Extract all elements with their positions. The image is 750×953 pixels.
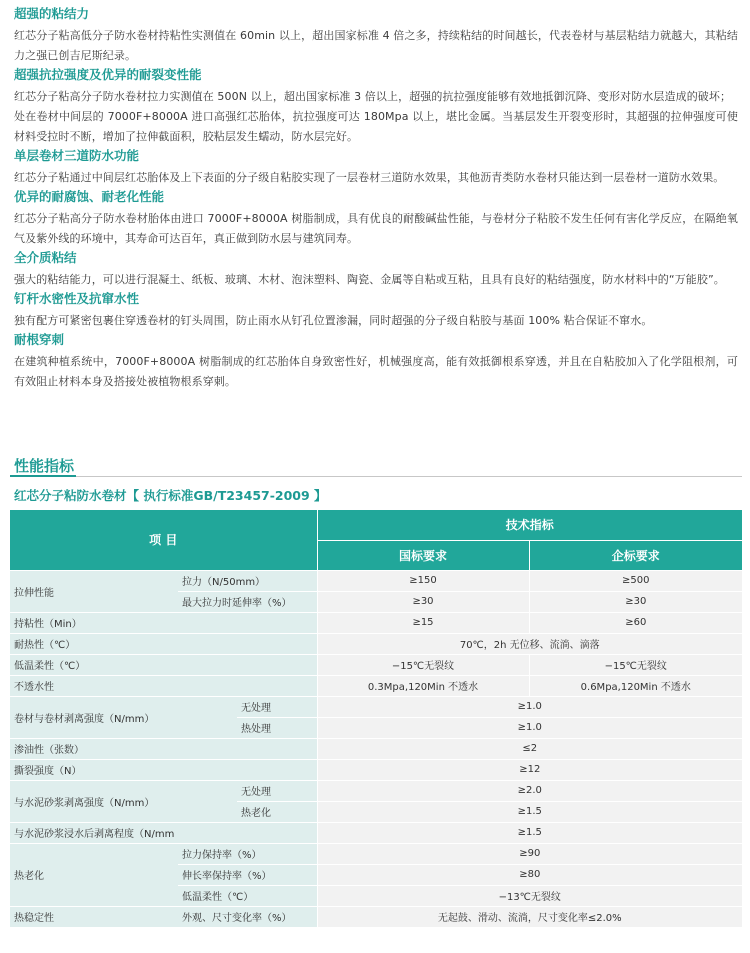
header-tech: 技术指标 xyxy=(317,510,742,540)
row-sub-label: 无处理 xyxy=(237,780,317,801)
table-title: 红芯分子粘防水卷材【 执行标准GB/T23457-2009 】 xyxy=(14,488,327,503)
row-label: 与水泥砂浆浸水后剥离程度（N/mm xyxy=(10,822,317,843)
table-row xyxy=(10,696,742,717)
spec-table xyxy=(10,510,742,928)
merged-value: 无起鼓、滑动、流淌，尺寸变化率≤2.0% xyxy=(317,906,742,927)
section-paragraph: 独有配方可紧密包裹住穿透卷材的钉头周围，防止雨水从钉孔位置渗漏，同时超强的分子级自粘胶与基面 100% 粘合保证不窜水。 xyxy=(14,314,653,327)
row-label: 撕裂强度（N） xyxy=(10,759,317,780)
section-title: 优异的耐腐蚀、耐老化性能 xyxy=(14,189,165,204)
row-label: 渗油性（张数） xyxy=(10,738,317,759)
national-value: ≥15 xyxy=(317,612,529,633)
merged-value: −13℃无裂纹 xyxy=(317,885,742,906)
row-label: 低温柔性（℃） xyxy=(10,654,317,675)
section-paragraph: 红芯分子粘高分子防水卷材拉力实测值在 500N 以上，超出国家标准 3 倍以上，超强的抗拉强度能够有效地抵御沉降、变形对防水层造成的破坏； xyxy=(14,90,732,103)
row-group-label: 卷材与卷材剥离强度（N/mm） xyxy=(10,696,237,738)
section-title: 钉杆水密性及抗窜水性 xyxy=(14,291,140,306)
section-title: 全介质粘结 xyxy=(14,250,77,265)
enterprise-value: ≥500 xyxy=(529,570,742,591)
section-all-media xyxy=(14,250,738,290)
table-row xyxy=(10,780,742,801)
row-group-label: 与水泥砂浆剥离强度（N/mm） xyxy=(10,780,237,822)
row-label: 不透水性 xyxy=(10,675,317,696)
header-national: 国标要求 xyxy=(317,540,529,570)
section-paragraph: 在建筑种植系统中，7000F+8000A 树脂制成的红芯胎体自身致密性好，机械强度高，能有效抵御根系穿透，并且在自粘胶加入了化学阻根剂，可有效阻止材料本身及搭接处被植物根系穿刺。 xyxy=(14,355,738,388)
header-enterprise: 企标要求 xyxy=(529,540,742,570)
national-value: ≥30 xyxy=(317,591,529,612)
merged-value: ≥1.0 xyxy=(317,717,742,738)
table-row xyxy=(10,675,742,696)
merged-value: ≥1.5 xyxy=(317,801,742,822)
section-title: 超强抗拉强度及优异的耐裂变性能 xyxy=(14,67,202,82)
row-label: 热稳定性 xyxy=(10,906,178,927)
merged-value: ≥12 xyxy=(317,759,742,780)
merged-value: ≥2.0 xyxy=(317,780,742,801)
section-title: 耐根穿刺 xyxy=(14,332,65,347)
section-paragraph: 强大的粘结能力，可以进行混凝土、纸板、玻璃、木材、泡沫塑料、陶瓷、金属等自粘或互粘，且具有良好的粘结强度，防水材料中的“万能胶”。 xyxy=(14,273,725,286)
table-row xyxy=(10,759,742,780)
national-value: 0.3Mpa,120Min 不透水 xyxy=(317,675,529,696)
row-sub-label: 伸长率保持率（%） xyxy=(178,864,317,885)
section-corrosion xyxy=(14,189,738,249)
row-group-label: 热老化 xyxy=(10,843,178,906)
section-paragraph: 处在卷材中间层的 7000F+8000A 进口高强红芯胎体，抗拉强度可达 180Mpa 以上，堪比金属。当基层发生开裂变形时，其超强的拉伸强度可使材料受拉时不断，增加了拉伸截面积，胶粘层发生蠕动，防水层完好。 xyxy=(14,110,738,143)
merged-value: ≥1.0 xyxy=(317,696,742,717)
table-row xyxy=(10,843,742,864)
section-paragraph: 红芯分子粘高低分子防水卷材持粘性实测值在 60min 以上，超出国家标准 4 倍之多，持续粘结的时间越长，代表卷材与基层粘结力就越大，其粘结力之强已创吉尼斯纪录。 xyxy=(14,29,738,62)
row-sub-label: 热老化 xyxy=(237,801,317,822)
enterprise-value: ≥30 xyxy=(529,591,742,612)
row-sub-label: 无处理 xyxy=(237,696,317,717)
row-sub-label: 低温柔性（℃） xyxy=(178,885,317,906)
row-sub-label: 外观、尺寸变化率（%） xyxy=(178,906,317,927)
merged-value: ≥90 xyxy=(317,843,742,864)
table-row xyxy=(10,822,742,843)
row-sub-label: 拉力（N/50mm） xyxy=(178,570,317,591)
row-label: 持粘性（Min） xyxy=(10,612,317,633)
table-row xyxy=(10,906,742,927)
section-title: 超强的粘结力 xyxy=(14,6,90,21)
section-nail-seal xyxy=(14,291,738,331)
merged-value: 70℃，2h 无位移、流淌、滴落 xyxy=(317,633,742,654)
section-title: 单层卷材三道防水功能 xyxy=(14,148,140,163)
national-value: −15℃无裂纹 xyxy=(317,654,529,675)
feature-sections xyxy=(14,6,738,392)
national-value: ≥150 xyxy=(317,570,529,591)
table-row xyxy=(10,570,742,591)
section-paragraph: 红芯分子粘通过中间层红芯胎体及上下表面的分子级自粘胶实现了一层卷材三道防水效果，其他沥青类防水卷材只能达到一层卷材一道防水效果。 xyxy=(14,171,725,184)
table-row xyxy=(10,633,742,654)
section-root-resistance xyxy=(14,332,738,392)
table-header-row xyxy=(10,510,742,540)
merged-value: ≤2 xyxy=(317,738,742,759)
heading-divider xyxy=(10,476,742,477)
table-row xyxy=(10,612,742,633)
row-sub-label: 最大拉力时延伸率（%） xyxy=(178,591,317,612)
section-tensile xyxy=(14,67,738,147)
table-row xyxy=(10,738,742,759)
enterprise-value: ≥60 xyxy=(529,612,742,633)
performance-heading: 性能指标 xyxy=(14,457,75,475)
merged-value: ≥80 xyxy=(317,864,742,885)
enterprise-value: −15℃无裂纹 xyxy=(529,654,742,675)
enterprise-value: 0.6Mpa,120Min 不透水 xyxy=(529,675,742,696)
section-triple-waterproof xyxy=(14,148,738,188)
header-item: 项 目 xyxy=(10,510,317,570)
section-adhesion xyxy=(14,6,738,66)
row-label: 耐热性（℃） xyxy=(10,633,317,654)
row-sub-label: 热处理 xyxy=(237,717,317,738)
row-sub-label: 拉力保持率（%） xyxy=(178,843,317,864)
table-row xyxy=(10,654,742,675)
merged-value: ≥1.5 xyxy=(317,822,742,843)
section-paragraph: 红芯分子粘高分子防水卷材胎体由进口 7000F+8000A 树脂制成，具有优良的耐酸碱盐性能，与卷材分子粘胶不发生任何有害化学反应，在隔绝氧气及紫外线的环境中，其寿命可达百年，真正做到防水层与建筑同寿。 xyxy=(14,212,738,245)
row-group-label: 拉伸性能 xyxy=(10,570,178,612)
